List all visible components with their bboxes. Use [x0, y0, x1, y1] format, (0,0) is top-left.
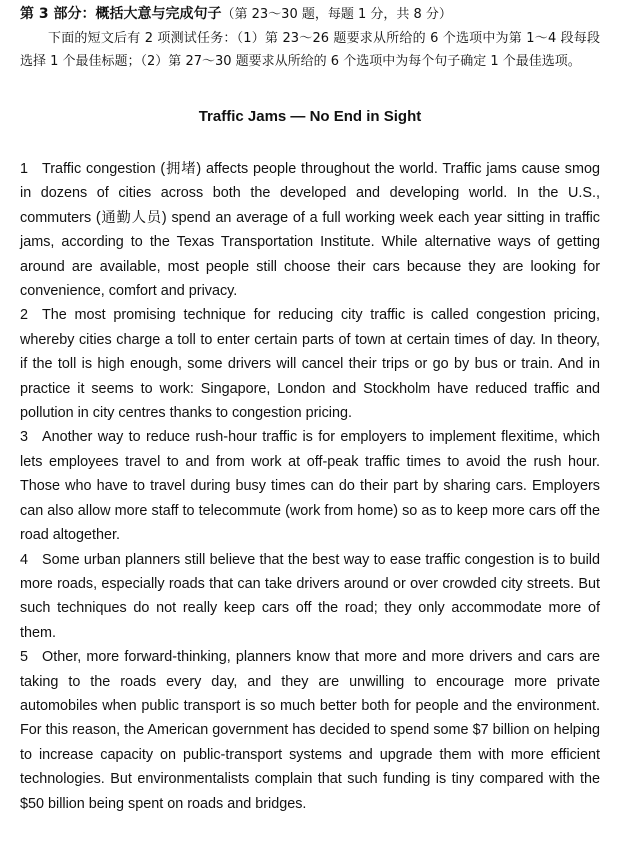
- paragraph-text: Another way to reduce rush-hour traffic is for employers to implement flexitime, which lets employees travel to and from work at off-peak traffic times to avoid the rush hour. Those who have to travel during busy times can do their part by sharing cars. Employers can also allow more staff to telecommute (work from home) so as to keep more cars off the road altogether.: [20, 429, 600, 544]
- paragraph-number: 2: [20, 307, 29, 324]
- paragraph-text: Traffic congestion (拥堵) affects people throughout the world. Traffic jams cause smog in dozens of cities across both the developed and developing world. In the U.S., commuters (通勤人员) spend an average of a full working week each year sitting in traffic jams, according to the Texas Transportation Institute. While alternative ways of getting around are available, most people still choose their cars because they are looking for convenience, comfort and privacy.: [20, 161, 600, 300]
- paragraph-1: [20, 157, 600, 303]
- passage-body: [20, 157, 600, 816]
- paragraph-number: 1: [20, 161, 29, 177]
- section-heading: [20, 4, 600, 25]
- passage-title: Traffic Jams — No End in Sight: [198, 108, 422, 125]
- paragraph-5: [20, 645, 600, 816]
- paragraph-4: [20, 548, 600, 646]
- paragraph-number: 4: [20, 551, 29, 568]
- paragraph-number: 5: [20, 649, 29, 666]
- paragraph-2: [20, 303, 600, 425]
- paragraph-text: Other, more forward-thinking, planners know that more and more drivers and cars are taking to the roads every day, and they are unwilling to encourage more private automobiles when public transport is so much better both for people and the environment. For this reason, the American government has decided to spend some $7 billion on helping to increase capacity on public-transport systems and upgrade them with more efficient technologies. But environmentalists complain that such funding is tiny compared with the $50 billion being spent on roads and bridges.: [20, 649, 600, 812]
- paragraph-text: The most promising technique for reducing city traffic is called congestion pricing, whereby cities charge a toll to enter certain parts of town at certain times of day. In theory, if the toll is high enough, some drivers will cancel their trips or go by bus or train. And in practice it seems to work: Singapore, London and Stockholm have reduced traffic and pollution in city centres thanks to congestion pricing.: [20, 307, 600, 422]
- section-score-note: （第 23～30 题，每题 1 分，共 8 分）: [221, 7, 452, 22]
- paragraph-3: [20, 425, 600, 547]
- section-heading-label: 第 3 部分：概括大意与完成句子: [20, 6, 222, 22]
- paragraph-number: 3: [20, 429, 29, 446]
- section-instructions: 下面的短文后有 2 项测试任务：（1）第 23～26 题要求从所给的 6 个选项中为第 1～4 段每段选择 1 个最佳标题；（2）第 27～30 题要求从所给的 6 个选项中为每个句子确定 1 个最佳选项。: [20, 31, 600, 69]
- paragraph-text: Some urban planners still believe that the best way to ease traffic congestion is to build more roads, especially roads that can take drivers around or over crowded city streets. But such techniques do not really keep cars off the road; they only accommodate more of them.: [20, 551, 600, 641]
